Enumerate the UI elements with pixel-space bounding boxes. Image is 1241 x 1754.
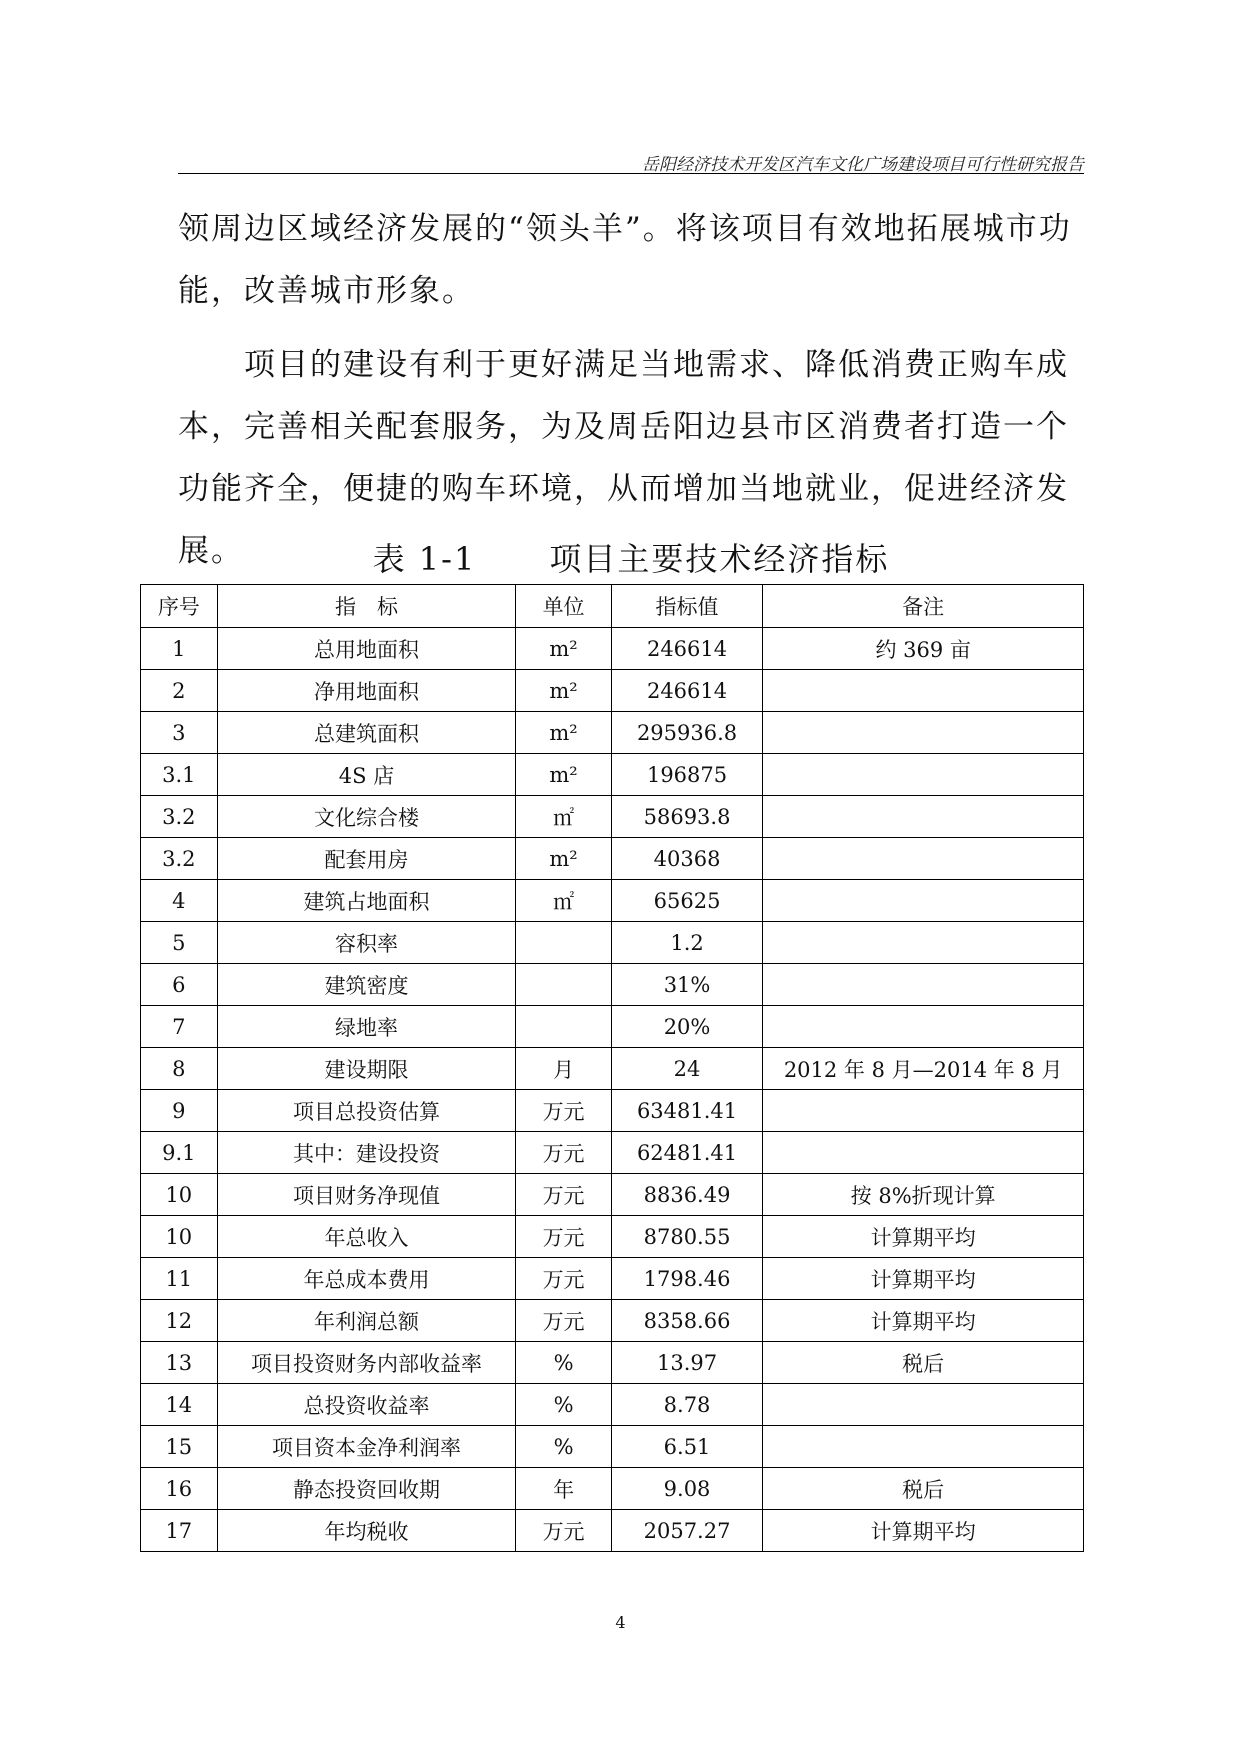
table-row [141,796,1084,838]
cell-index: 11 [141,1258,218,1300]
cell-value: 31% [611,964,763,1006]
page-number: 4 [615,1613,626,1632]
cell-unit: m² [516,712,611,754]
cell-index: 3.2 [141,838,218,880]
cell-indicator: 年总收入 [217,1216,516,1258]
table-row [141,1006,1084,1048]
table-row [141,712,1084,754]
cell-value: 40368 [611,838,763,880]
cell-unit: m² [516,628,611,670]
indicator-table [140,584,1084,1552]
cell-indicator: 文化综合楼 [217,796,516,838]
cell-unit: 万元 [516,1216,611,1258]
cell-unit [516,922,611,964]
table-row [141,1174,1084,1216]
cell-remark [763,1006,1084,1048]
table-row [141,1384,1084,1426]
cell-unit: ㎡ [516,880,611,922]
cell-index: 4 [141,880,218,922]
cell-indicator: 建设期限 [217,1048,516,1090]
cell-indicator: 总用地面积 [217,628,516,670]
cell-remark [763,1132,1084,1174]
table-caption [178,534,1084,580]
header-rule [178,173,1084,174]
paragraph-2: 项目的建设有利于更好满足当地需求、降低消费正购车成本，完善相关配套服务，为及周岳阳边县市区消费者打造一个功能齐全，便捷的购车环境，从而增加当地就业，促进经济发展。 [178,347,1069,569]
cell-value: 62481.41 [611,1132,763,1174]
table-row [141,1048,1084,1090]
cell-index: 9 [141,1090,218,1132]
cell-value: 1.2 [611,922,763,964]
cell-unit: 万元 [516,1174,611,1216]
cell-value: 65625 [611,880,763,922]
cell-remark [763,712,1084,754]
cell-unit: 万元 [516,1258,611,1300]
cell-indicator: 静态投资回收期 [217,1468,516,1510]
header-cell-unit: 单位 [516,585,611,628]
cell-index: 3.1 [141,754,218,796]
table-row [141,1258,1084,1300]
cell-remark [763,1090,1084,1132]
cell-index: 2 [141,670,218,712]
cell-remark [763,964,1084,1006]
cell-unit [516,1006,611,1048]
table-row [141,880,1084,922]
cell-index: 15 [141,1426,218,1468]
cell-index: 6 [141,964,218,1006]
cell-unit: 年 [516,1468,611,1510]
table-header-row [141,585,1084,628]
cell-indicator: 项目资本金净利润率 [217,1426,516,1468]
header-cell-indicator: 指 标 [217,585,516,628]
cell-index: 5 [141,922,218,964]
cell-indicator: 净用地面积 [217,670,516,712]
cell-value: 6.51 [611,1426,763,1468]
cell-value: 2057.27 [611,1510,763,1552]
cell-indicator: 年均税收 [217,1510,516,1552]
header-cell-value: 指标值 [611,585,763,628]
cell-unit: 万元 [516,1300,611,1342]
cell-indicator: 项目总投资估算 [217,1090,516,1132]
cell-unit [516,964,611,1006]
cell-remark [763,922,1084,964]
cell-unit: 万元 [516,1510,611,1552]
caption-gap [476,540,549,578]
cell-unit: m² [516,838,611,880]
table-row [141,964,1084,1006]
cell-remark: 计算期平均 [763,1258,1084,1300]
cell-value: 63481.41 [611,1090,763,1132]
cell-index: 9.1 [141,1132,218,1174]
cell-value: 8358.66 [611,1300,763,1342]
cell-value: 1798.46 [611,1258,763,1300]
table-row [141,1510,1084,1552]
cell-remark [763,838,1084,880]
cell-index: 10 [141,1216,218,1258]
table-row [141,1468,1084,1510]
cell-index: 8 [141,1048,218,1090]
cell-remark [763,796,1084,838]
cell-value: 8836.49 [611,1174,763,1216]
table-row [141,1426,1084,1468]
table-number: 表 1-1 [372,540,477,578]
table-title-text: 项目主要技术经济指标 [549,540,890,578]
cell-index: 17 [141,1510,218,1552]
cell-unit: % [516,1426,611,1468]
cell-index: 1 [141,628,218,670]
cell-indicator: 4S 店 [217,754,516,796]
cell-value: 246614 [611,670,763,712]
table-row [141,1132,1084,1174]
cell-value: 295936.8 [611,712,763,754]
cell-unit: 万元 [516,1090,611,1132]
cell-remark: 税后 [763,1468,1084,1510]
cell-remark [763,754,1084,796]
cell-value: 8.78 [611,1384,763,1426]
cell-index: 7 [141,1006,218,1048]
cell-unit: % [516,1342,611,1384]
cell-unit: % [516,1384,611,1426]
cell-unit: m² [516,670,611,712]
cell-value: 196875 [611,754,763,796]
cell-value: 24 [611,1048,763,1090]
cell-remark: 2012 年 8 月—2014 年 8 月 [763,1048,1084,1090]
cell-remark: 税后 [763,1342,1084,1384]
cell-index: 13 [141,1342,218,1384]
cell-indicator: 容积率 [217,922,516,964]
cell-unit: 月 [516,1048,611,1090]
cell-unit: 万元 [516,1132,611,1174]
cell-unit: m² [516,754,611,796]
cell-remark: 计算期平均 [763,1510,1084,1552]
table-row [141,922,1084,964]
cell-indicator: 建筑占地面积 [217,880,516,922]
cell-indicator: 总投资收益率 [217,1384,516,1426]
cell-remark [763,880,1084,922]
cell-indicator: 年利润总额 [217,1300,516,1342]
cell-remark [763,1384,1084,1426]
cell-remark: 计算期平均 [763,1216,1084,1258]
header-cell-remark: 备注 [763,585,1084,628]
header-cell-index: 序号 [141,585,218,628]
cell-value: 246614 [611,628,763,670]
table-row [141,1342,1084,1384]
table-row [141,1216,1084,1258]
cell-index: 12 [141,1300,218,1342]
cell-index: 14 [141,1384,218,1426]
cell-value: 9.08 [611,1468,763,1510]
cell-indicator: 建筑密度 [217,964,516,1006]
cell-indicator: 项目投资财务内部收益率 [217,1342,516,1384]
cell-remark [763,670,1084,712]
table-row [141,1300,1084,1342]
cell-value: 13.97 [611,1342,763,1384]
cell-value: 20% [611,1006,763,1048]
cell-remark: 按 8%折现计算 [763,1174,1084,1216]
cell-indicator: 总建筑面积 [217,712,516,754]
cell-remark: 计算期平均 [763,1300,1084,1342]
cell-index: 10 [141,1174,218,1216]
cell-indicator: 配套用房 [217,838,516,880]
cell-unit: ㎡ [516,796,611,838]
cell-value: 58693.8 [611,796,763,838]
cell-index: 16 [141,1468,218,1510]
table-row [141,670,1084,712]
cell-remark: 约 369 亩 [763,628,1084,670]
cell-index: 3.2 [141,796,218,838]
paragraph-1: 领周边区域经济发展的“领头羊”。将该项目有效地拓展城市功能，改善城市形象。 [178,211,1072,309]
cell-indicator: 年总成本费用 [217,1258,516,1300]
cell-indicator: 其中：建设投资 [217,1132,516,1174]
table-row [141,838,1084,880]
cell-remark [763,1426,1084,1468]
table-row [141,754,1084,796]
cell-indicator: 项目财务净现值 [217,1174,516,1216]
running-header: 岳阳经济技术开发区汽车文化广场建设项目可行性研究报告 [642,155,1084,175]
table-row [141,628,1084,670]
cell-value: 8780.55 [611,1216,763,1258]
cell-index: 3 [141,712,218,754]
table-row [141,1090,1084,1132]
cell-indicator: 绿地率 [217,1006,516,1048]
